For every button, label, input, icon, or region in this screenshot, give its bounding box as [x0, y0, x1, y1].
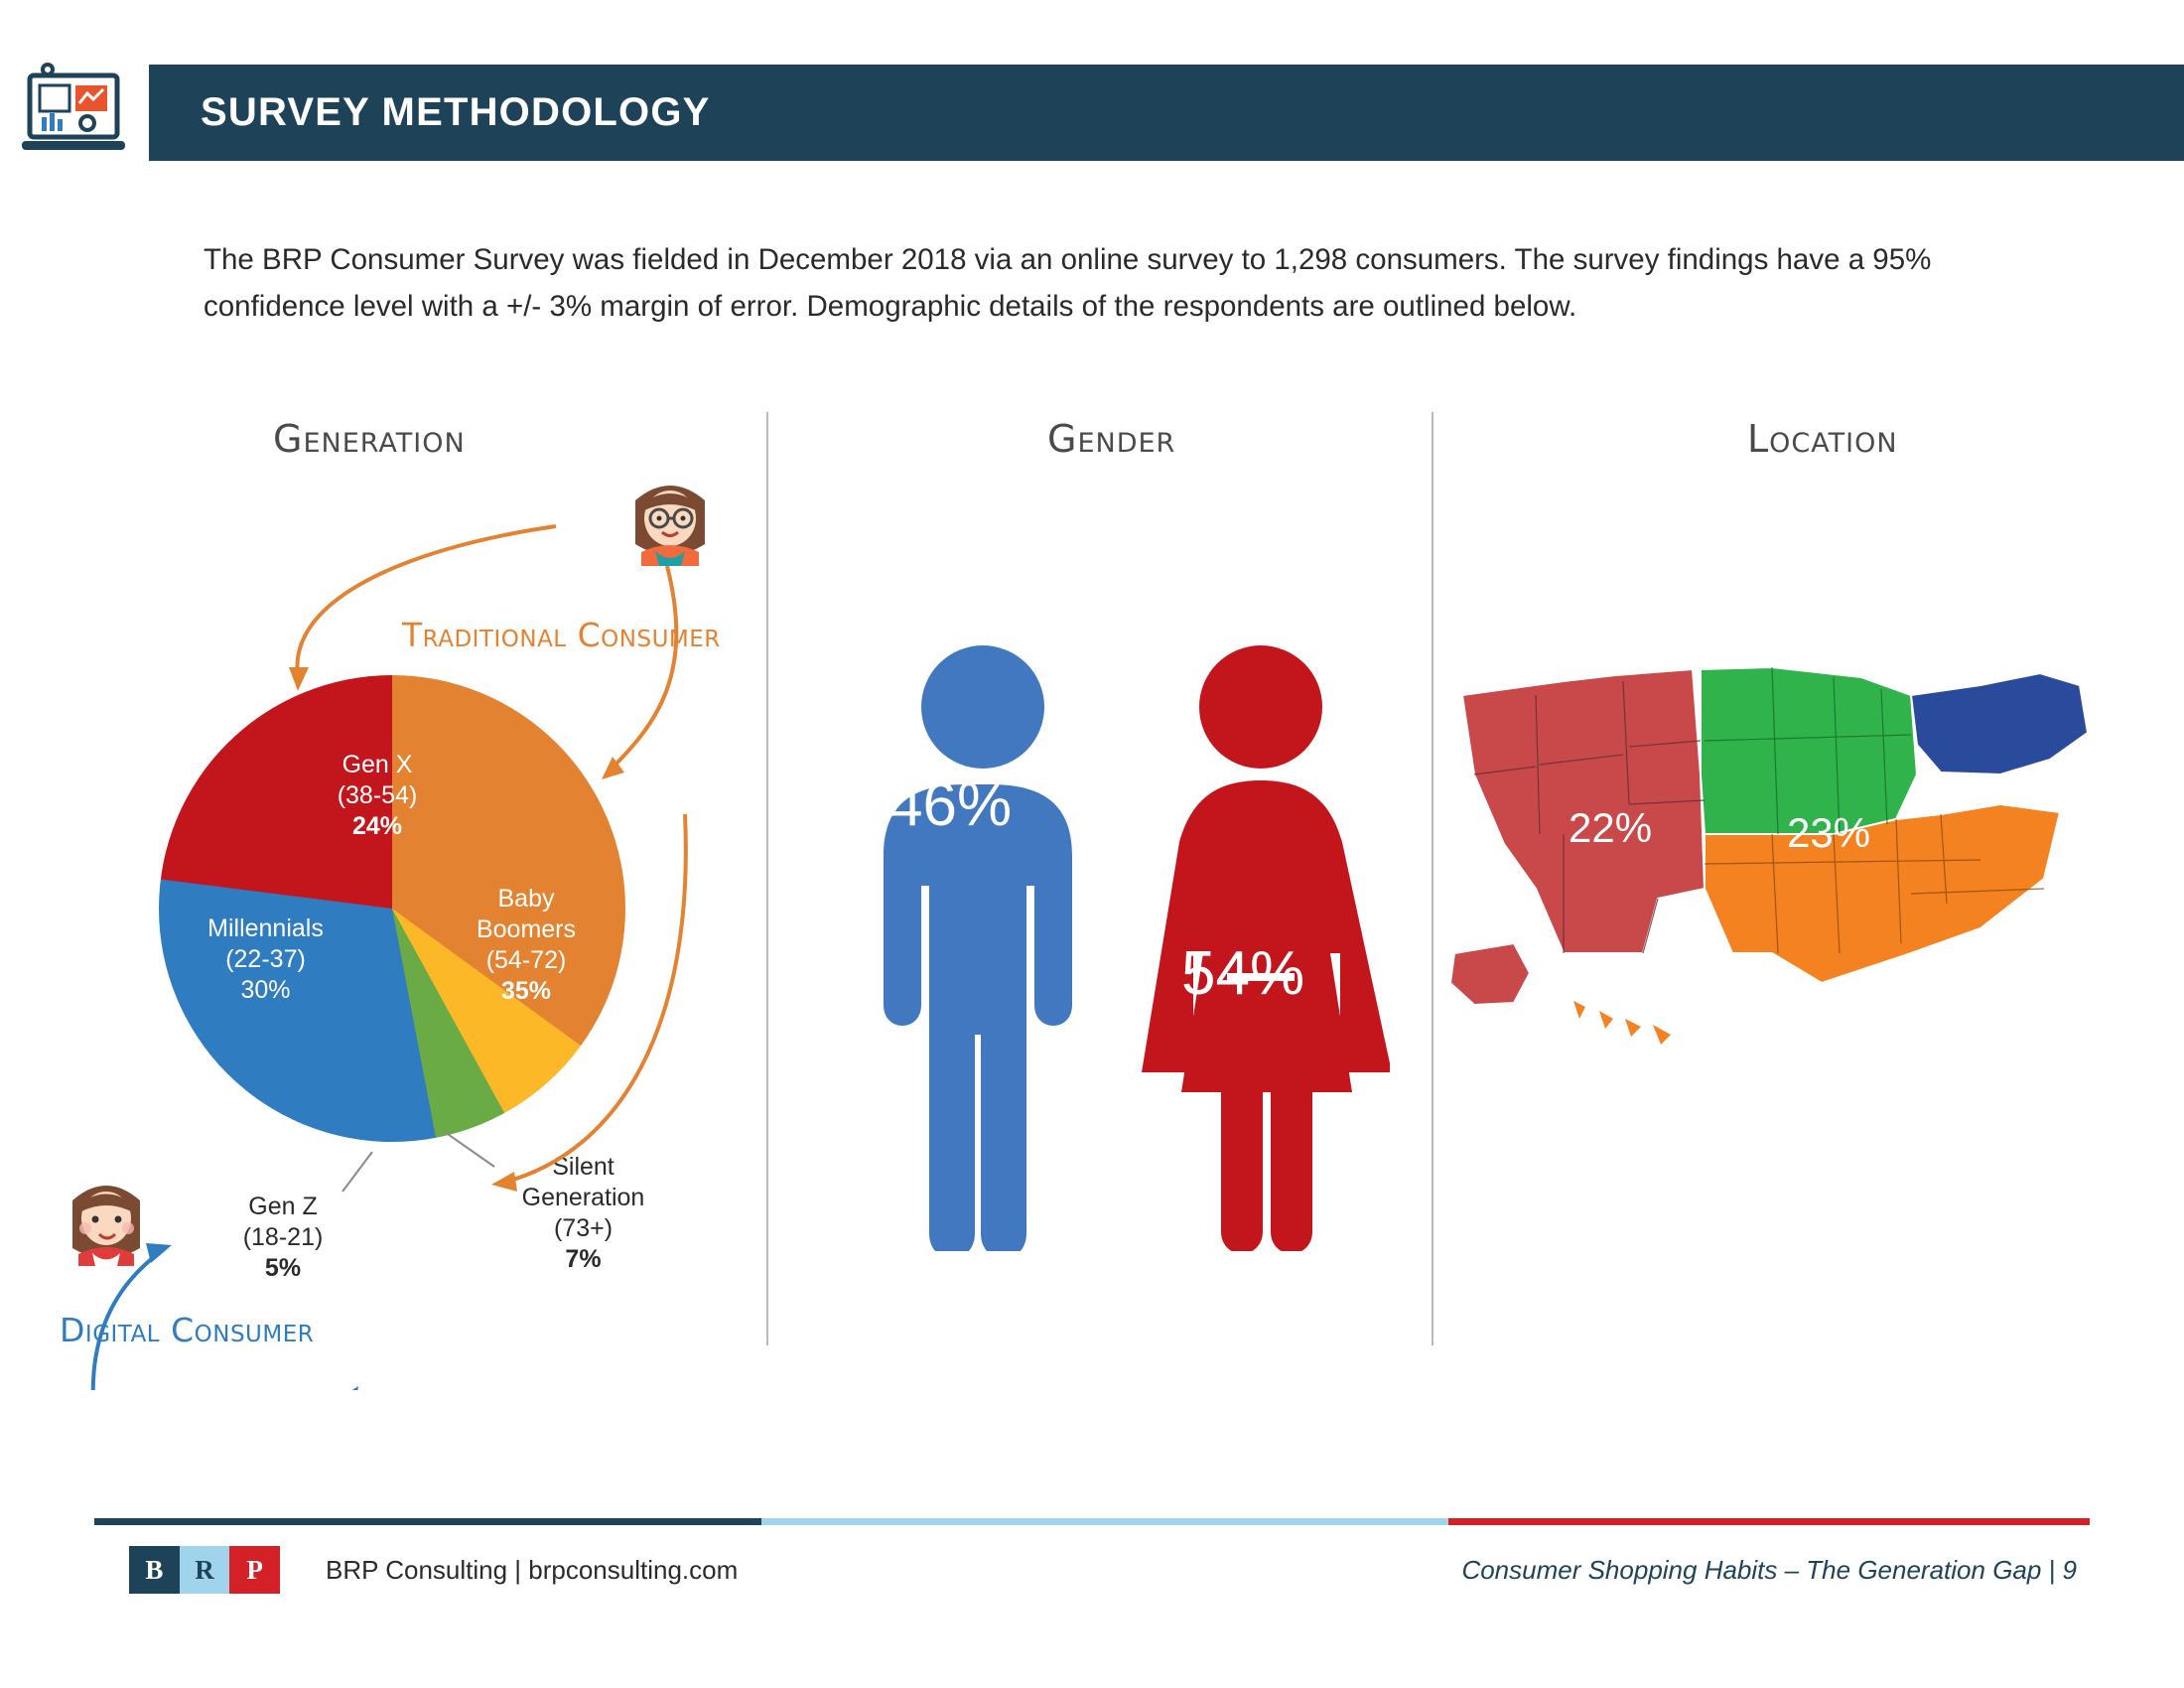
footer-left-text: BRP Consulting | brpconsulting.com [326, 1555, 739, 1585]
panel-title-location: Location [1747, 417, 1898, 461]
annotation-digital-consumer: Digital Consumer [60, 1311, 315, 1349]
brp-logo [129, 1546, 280, 1594]
region-hawaii [1573, 1001, 1671, 1045]
traditional-consumer-avatar-icon [615, 467, 725, 571]
footer-rule-dark [94, 1518, 761, 1525]
logo-letter-r: R [180, 1546, 230, 1594]
panel-title-gender: Gender [1047, 417, 1176, 461]
panel-divider [1432, 412, 1433, 1345]
footer-right-text: Consumer Shopping Habits – The Generation Gap | 9 [1461, 1555, 2077, 1585]
panel-title-generation: Generation [273, 417, 466, 461]
chart-monitor-icon [18, 62, 129, 166]
male-figure-icon [874, 645, 1092, 1256]
footer-rule-light [761, 1518, 1448, 1525]
location-percentage-west: 22% [1569, 804, 1653, 851]
location-percentage-northeast: 18% [2065, 799, 2149, 846]
page-header [149, 65, 2184, 161]
intro-paragraph: The BRP Consumer Survey was fielded in December 2018 via an online survey to 1,298 consumers. The survey findings have a 95% confidence level with a +/- 3% margin of error. Demographic details of the respondents are outlined below. [204, 243, 1932, 323]
pie-label-millennials: Millennials (22-37) 30% [207, 914, 324, 1004]
digital-consumer-avatar-icon [55, 1167, 159, 1266]
location-percentage-south: 37% [1901, 968, 1985, 1015]
annotation-traditional-consumer: Traditional Consumer [402, 616, 721, 654]
female-percentage: 54% [1181, 939, 1305, 1008]
pie-label-baby-boomers: Baby Boomers (54-72) 35% [476, 885, 577, 1005]
pie-label-silent-generation: Silent Generation (73+) 7% [521, 1153, 645, 1273]
panel-divider [766, 412, 768, 1345]
page-title: SURVEY METHODOLOGY [201, 90, 711, 134]
male-percentage: 46% [888, 771, 1013, 839]
pie-label-genx: Gen X (38-54) 24% [337, 751, 418, 840]
region-alaska [1450, 943, 1530, 1005]
location-percentage-midwest: 23% [1787, 809, 1871, 856]
us-region-map [1444, 655, 2179, 1182]
footer-rule-red [1448, 1518, 2090, 1525]
pie-label-genz: Gen Z (18-21) 5% [242, 1193, 324, 1282]
region-northeast [1911, 673, 2088, 774]
logo-letter-p: P [229, 1546, 280, 1594]
logo-letter-b: B [129, 1546, 180, 1594]
